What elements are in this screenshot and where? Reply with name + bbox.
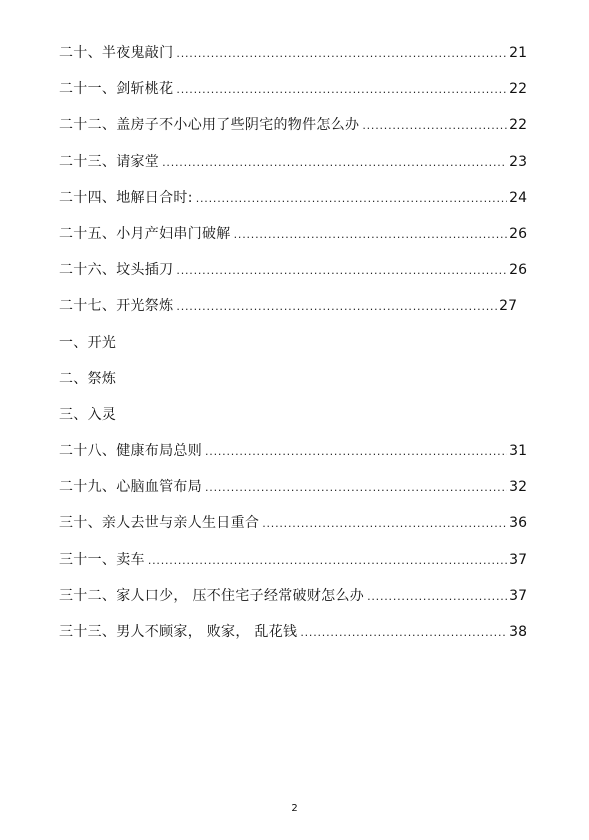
toc-entry-title: 三、入灵	[59, 406, 117, 423]
toc-dot-leader	[176, 262, 507, 278]
toc-entry-page: 21	[509, 45, 527, 61]
toc-entry[interactable]	[59, 223, 527, 259]
toc-entry-page: 27	[499, 298, 517, 315]
toc-subentry[interactable]	[59, 368, 527, 404]
toc-entry-page: 37	[509, 551, 527, 568]
toc-entry-title: 二十七、开光祭炼	[59, 298, 174, 315]
toc-entry[interactable]	[59, 476, 527, 512]
toc-dot-leader	[148, 552, 507, 568]
page-number: 2	[291, 803, 298, 814]
toc-entry-title: 二、祭炼	[59, 370, 117, 387]
toc-entry-page: 32	[509, 479, 527, 496]
toc-dot-leader	[196, 190, 507, 206]
toc-entry[interactable]	[59, 114, 527, 150]
toc-entry-page: 26	[509, 225, 527, 242]
toc-entry-title: 二十二、盖房子不小心用了些阴宅的物件怎么办	[59, 117, 360, 134]
toc-dot-leader	[362, 117, 507, 133]
toc-dot-leader	[176, 81, 507, 97]
toc-entry[interactable]	[59, 549, 527, 585]
toc-entry-title: 二十五、小月产妇串门破解	[59, 225, 231, 242]
toc-entry-title: 一、开光	[59, 334, 117, 351]
toc-entry[interactable]	[59, 187, 527, 223]
toc-dot-leader	[176, 45, 507, 61]
toc-dot-leader	[367, 588, 507, 604]
toc-dot-leader	[300, 624, 507, 640]
toc-dot-leader	[262, 515, 507, 531]
toc-entry-page: 31	[509, 443, 527, 460]
toc-entry-page: 22	[509, 81, 527, 98]
toc-entry[interactable]	[59, 295, 527, 331]
toc-entry-title: 三十一、卖车	[59, 551, 145, 568]
toc-dot-leader	[205, 479, 507, 495]
toc-entry-page: 22	[509, 117, 527, 134]
toc-entry-page: 36	[509, 515, 527, 532]
toc-entry-title: 三十二、家人口少， 压不住宅子经常破财怎么办	[59, 587, 365, 604]
toc-dot-leader	[176, 298, 497, 314]
toc-entry-title: 二十八、健康布局总则	[59, 443, 202, 460]
toc-entry[interactable]	[59, 585, 527, 621]
toc-entry-title: 三十、亲人去世与亲人生日重合	[59, 515, 260, 532]
toc-entry-page: 37	[509, 587, 527, 604]
toc-entry-title: 二十、半夜鬼敲门	[59, 45, 174, 61]
toc-entry[interactable]	[59, 151, 527, 187]
toc-entry-title: 二十四、地解日合时:	[59, 189, 193, 206]
toc-entry[interactable]	[59, 512, 527, 548]
toc-entry[interactable]	[59, 440, 527, 476]
toc-entry[interactable]	[59, 78, 527, 114]
toc-dot-leader	[162, 154, 507, 170]
toc-entry-title: 三十三、男人不顾家， 败家， 乱花钱	[59, 624, 298, 640]
toc-dot-leader	[234, 226, 508, 242]
toc-entry-page: 26	[509, 262, 527, 279]
toc-entry-title: 二十六、坟头插刀	[59, 262, 174, 279]
toc-subentry[interactable]	[59, 332, 527, 368]
toc-entry-title: 二十一、剑斩桃花	[59, 81, 174, 98]
table-of-contents	[59, 42, 527, 657]
toc-entry[interactable]	[59, 259, 527, 295]
toc-entry-title: 二十三、请家堂	[59, 153, 160, 170]
toc-entry[interactable]	[59, 621, 527, 657]
toc-entry-page: 24	[509, 189, 527, 206]
toc-dot-leader	[205, 443, 507, 459]
toc-entry-page: 38	[509, 624, 527, 640]
toc-entry-page: 23	[509, 153, 527, 170]
toc-entry[interactable]	[59, 42, 527, 78]
toc-entry-title: 二十九、心脑血管布局	[59, 479, 202, 496]
toc-subentry[interactable]	[59, 404, 527, 440]
